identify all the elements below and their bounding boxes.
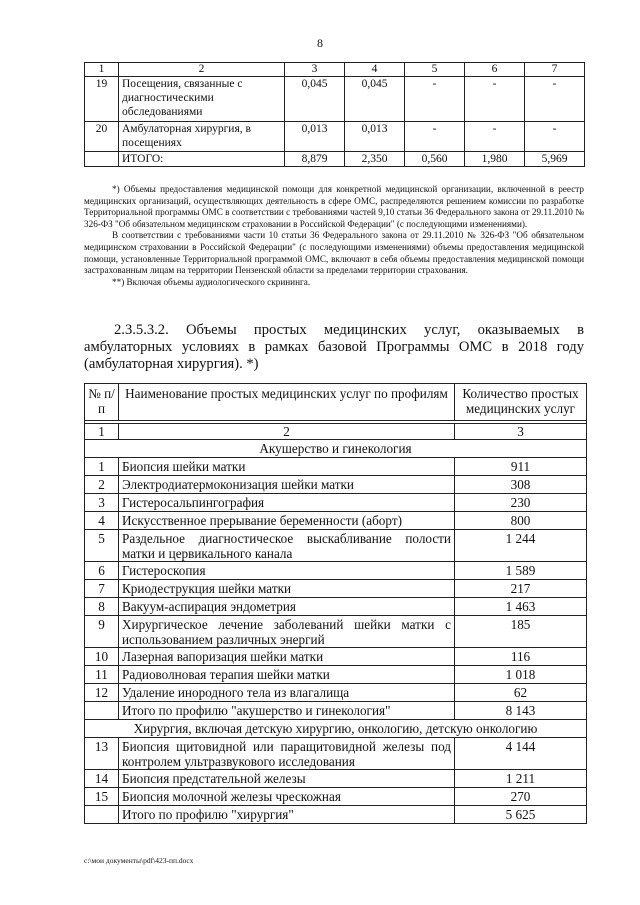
service-name: Искусственное прерывание беременности (аборт) bbox=[119, 512, 455, 530]
service-name: Биопсия шейки матки bbox=[119, 458, 455, 476]
group-title: Акушерство и гинекология bbox=[85, 440, 587, 458]
row-number: 2 bbox=[85, 476, 119, 494]
cell-value: - bbox=[465, 122, 525, 152]
section-heading-block bbox=[84, 322, 584, 373]
footnote: **) Включая объемы аудиологического скрининга. bbox=[112, 276, 311, 287]
row-number: 12 bbox=[85, 684, 119, 702]
table-row bbox=[85, 77, 585, 122]
service-name: Гистероскопия bbox=[119, 562, 455, 580]
service-name: Хирургическое лечение заболеваний шейки матки с использованием различных энергий bbox=[119, 616, 455, 648]
row-number: 8 bbox=[85, 598, 119, 616]
cell-value: - bbox=[465, 77, 525, 122]
header-cell: 6 bbox=[465, 63, 525, 77]
table-row bbox=[85, 580, 587, 598]
service-name: Радиоволновая терапия шейки матки bbox=[119, 666, 455, 684]
volumes-table bbox=[84, 62, 585, 167]
service-quantity: 1 018 bbox=[455, 666, 587, 684]
service-name: Биопсия молочной железы чрескожная bbox=[119, 788, 455, 806]
table-row bbox=[85, 598, 587, 616]
row-number: 4 bbox=[85, 512, 119, 530]
row-number: 7 bbox=[85, 580, 119, 598]
service-quantity: 911 bbox=[455, 458, 587, 476]
table-row bbox=[85, 562, 587, 580]
service-name: Биопсия предстательной железы bbox=[119, 770, 455, 788]
total-label: Итого по профилю "хирургия" bbox=[119, 806, 455, 824]
header-cell: 7 bbox=[525, 63, 585, 77]
row-number: 6 bbox=[85, 562, 119, 580]
row-number: 19 bbox=[85, 77, 119, 122]
cell-value: - bbox=[525, 122, 585, 152]
cell-value: - bbox=[405, 122, 465, 152]
table-row bbox=[85, 648, 587, 666]
column-number: 2 bbox=[119, 424, 455, 440]
column-number: 3 bbox=[455, 424, 587, 440]
row-number: 5 bbox=[85, 530, 119, 562]
service-name: Биопсия щитовидной или паращитовидной железы под контролем ультразвукового исследования bbox=[119, 738, 455, 770]
footnote: В соответствии с требованиями части 10 статьи 36 Федерального закона от 29.11.2010 № 326-ФЗ "Об обязательном медицинском страховании в Российской Федерации" (с последующими изменениями) объемы предоставления медицинской помощи, установленные Территориальной программой ОМС, включают в себя объемы предоставления медицинской помощи застрахованным лицам на территории Пензенской области за пределами территории страхования. bbox=[84, 230, 584, 276]
row-number: 10 bbox=[85, 648, 119, 666]
table-row bbox=[85, 684, 587, 702]
total-row bbox=[85, 806, 587, 824]
service-quantity: 270 bbox=[455, 788, 587, 806]
header-cell: 1 bbox=[85, 63, 119, 77]
group-header-row bbox=[85, 720, 587, 738]
page-number: 8 bbox=[317, 36, 323, 50]
footer-path: c:\мои документы\pdf\423-пп.docx bbox=[84, 856, 194, 865]
table-row bbox=[85, 512, 587, 530]
header-number: № п/п bbox=[85, 384, 119, 421]
table-row bbox=[85, 616, 587, 648]
row-number: 11 bbox=[85, 666, 119, 684]
service-name: Лазерная вапоризация шейки матки bbox=[119, 648, 455, 666]
cell-value: 0,045 bbox=[285, 77, 345, 122]
group-header-row bbox=[85, 440, 587, 458]
service-quantity: 230 bbox=[455, 494, 587, 512]
total-value: 8,879 bbox=[285, 152, 345, 167]
service-quantity: 185 bbox=[455, 616, 587, 648]
cell-value: 0,013 bbox=[345, 122, 405, 152]
cell-value: 0,045 bbox=[345, 77, 405, 122]
table-row bbox=[85, 770, 587, 788]
row-number: 15 bbox=[85, 788, 119, 806]
service-quantity: 1 244 bbox=[455, 530, 587, 562]
service-quantity: 1 211 bbox=[455, 770, 587, 788]
group-title: Хирургия, включая детскую хирургию, онкологию, детскую онкологию bbox=[85, 720, 587, 738]
empty-cell bbox=[85, 806, 119, 824]
row-number: 14 bbox=[85, 770, 119, 788]
header-cell: 5 bbox=[405, 63, 465, 77]
service-quantity: 308 bbox=[455, 476, 587, 494]
row-number: 13 bbox=[85, 738, 119, 770]
table-row bbox=[85, 458, 587, 476]
services-table bbox=[84, 383, 587, 824]
service-name: Электродиатермоконизация шейки матки bbox=[119, 476, 455, 494]
total-value: 0,560 bbox=[405, 152, 465, 167]
table-row bbox=[85, 738, 587, 770]
service-quantity: 62 bbox=[455, 684, 587, 702]
row-number: 9 bbox=[85, 616, 119, 648]
header-cell: 3 bbox=[285, 63, 345, 77]
header-cell: 4 bbox=[345, 63, 405, 77]
total-row bbox=[85, 152, 585, 167]
row-number: 20 bbox=[85, 122, 119, 152]
service-name: Гистеросальпингография bbox=[119, 494, 455, 512]
row-number: 1 bbox=[85, 458, 119, 476]
row-name: Амбулаторная хирургия, в посещениях bbox=[119, 122, 285, 152]
total-quantity: 8 143 bbox=[455, 702, 587, 720]
total-label: ИТОГО: bbox=[119, 152, 285, 167]
header-row bbox=[85, 384, 587, 421]
service-quantity: 1 589 bbox=[455, 562, 587, 580]
header-cell: 2 bbox=[119, 63, 285, 77]
service-name: Раздельное диагностическое выскабливание полости матки и цервикального канала bbox=[119, 530, 455, 562]
service-quantity: 116 bbox=[455, 648, 587, 666]
service-name: Вакуум-аспирация эндометрия bbox=[119, 598, 455, 616]
section-heading: 2.3.5.3.2. Объемы простых медицинских услуг, оказываемых в амбулаторных условиях в рамках базовой Программы ОМС в 2018 году (амбулаторная хирургия). *) bbox=[84, 322, 584, 372]
row-name: Посещения, связанные с диагностическими обследованиями bbox=[119, 77, 285, 122]
service-name: Удаление инородного тела из влагалища bbox=[119, 684, 455, 702]
total-value: 2,350 bbox=[345, 152, 405, 167]
services-table-body bbox=[85, 440, 587, 824]
total-value: 5,969 bbox=[525, 152, 585, 167]
service-quantity: 217 bbox=[455, 580, 587, 598]
header-name: Наименование простых медицинских услуг по профилям bbox=[119, 384, 455, 421]
empty-cell bbox=[85, 702, 119, 720]
table-row bbox=[85, 666, 587, 684]
total-value: 1,980 bbox=[465, 152, 525, 167]
column-number-row bbox=[85, 424, 587, 440]
total-row bbox=[85, 702, 587, 720]
cell-value: - bbox=[525, 77, 585, 122]
service-quantity: 1 463 bbox=[455, 598, 587, 616]
column-number: 1 bbox=[85, 424, 119, 440]
column-number-row bbox=[85, 63, 585, 77]
cell-value: 0,013 bbox=[285, 122, 345, 152]
service-quantity: 800 bbox=[455, 512, 587, 530]
table-row bbox=[85, 476, 587, 494]
header-quantity: Количество простых медицинских услуг bbox=[455, 384, 587, 421]
table-row bbox=[85, 530, 587, 562]
table-row bbox=[85, 788, 587, 806]
empty-cell bbox=[85, 152, 119, 167]
footnotes bbox=[84, 184, 584, 288]
service-name: Криодеструкция шейки матки bbox=[119, 580, 455, 598]
total-quantity: 5 625 bbox=[455, 806, 587, 824]
service-quantity: 4 144 bbox=[455, 738, 587, 770]
total-label: Итого по профилю "акушерство и гинекология" bbox=[119, 702, 455, 720]
row-number: 3 bbox=[85, 494, 119, 512]
footnote: *) Объемы предоставления медицинской помощи для конкретной медицинской организации, включенной в реестр медицинских организаций, осуществляющих деятельность в сфере ОМС, распределяются решением комиссии по разработке Территориальной программы ОМС в соответствии с требованиями частей 9,10 статьи 36 Федерального закона от 29.11.2010 № 326-ФЗ "Об обязательном медицинском страховании в Российской Федерации" (с последующими изменениями). bbox=[84, 184, 584, 229]
cell-value: - bbox=[405, 77, 465, 122]
table-row bbox=[85, 494, 587, 512]
table-row bbox=[85, 122, 585, 152]
